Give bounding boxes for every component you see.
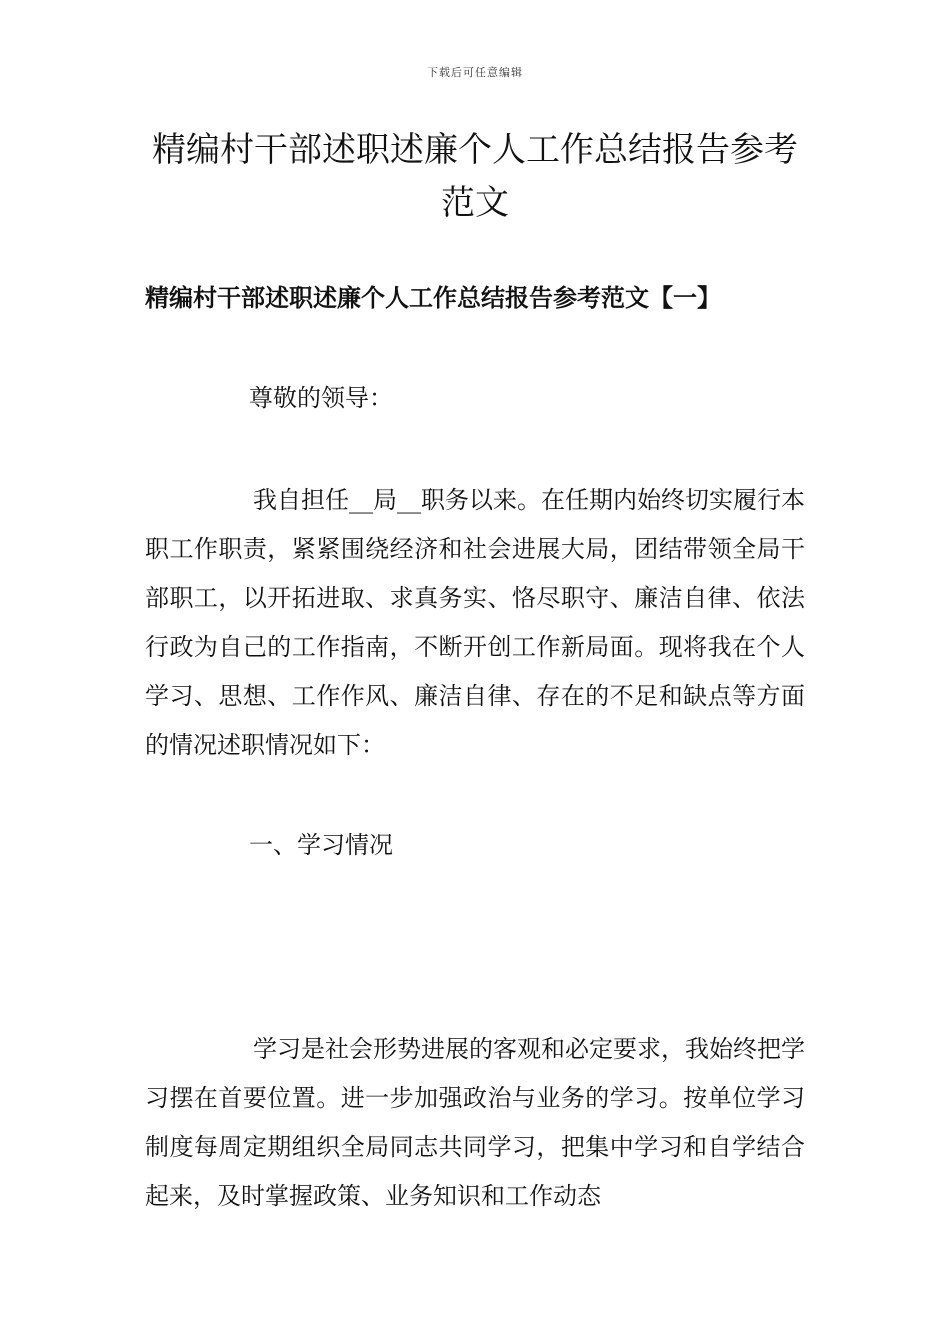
subheading-study: 一、学习情况 [249,831,393,859]
intro-paragraph: 我自担任__局__职务以来。在任期内始终切实履行本职工作职责，紧紧围绕经济和社会进展大局，团结带领全局干部职工，以开拓进取、求真务实、恪尽职守、廉洁自律、依法行政为自己的工作指南，不断开创工作新局面。现将我在个人学习、思想、工作作风、廉洁自律、存在的不足和缺点等方面的情况述职情况如下： [145,486,805,759]
salutation: 尊敬的领导： [249,384,393,412]
section-heading: 精编村干部述职述廉个人工作总结报告参考范文【一】 [145,283,721,312]
document-title: 精编村干部述职述廉个人工作总结报告参考范文 [152,130,798,223]
study-paragraph: 学习是社会形势进展的客观和必定要求，我始终把学习摆在首要位置。进一步加强政治与业务的学习。按单位学习制度每周定期组织全局同志共同学习，把集中学习和自学结合起来，及时掌握政策、业务知识和工作动态 [145,1035,805,1210]
header-note: 下载后可任意编辑 [427,66,523,79]
